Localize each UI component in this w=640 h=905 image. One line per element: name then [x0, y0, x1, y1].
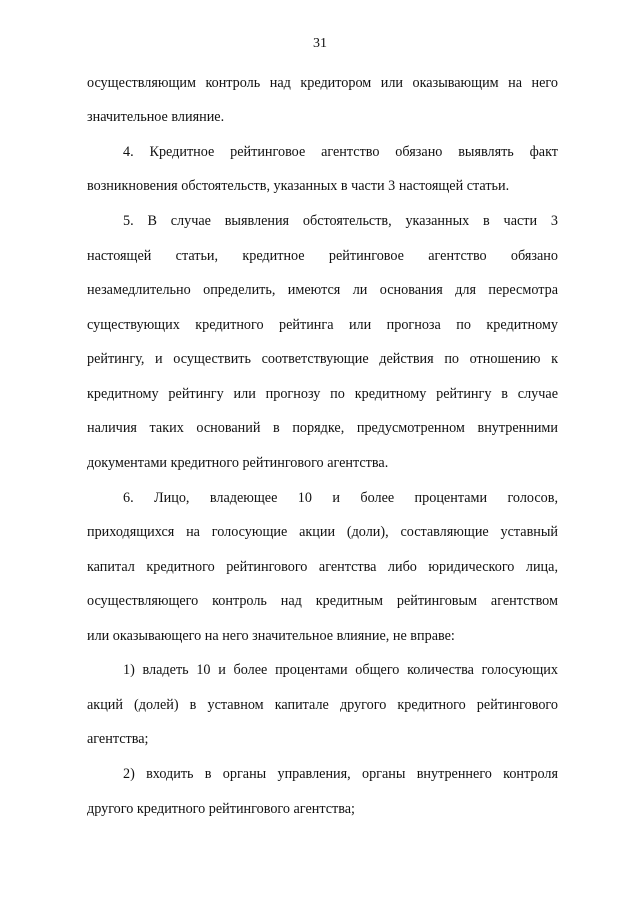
paragraph-6-start: 6. Лицо, владеющее 10 и более процентами голосов, [123, 490, 558, 506]
text-line: значительное влияние. [87, 109, 225, 125]
text-line: наличия таких оснований в порядке, предусмотренном внутренними [87, 420, 558, 436]
text-line: агентства; [87, 731, 149, 747]
text-line: существующих кредитного рейтинга или прогноза по кредитному [87, 317, 558, 333]
page-number: 31 [313, 36, 327, 51]
text-line: настоящей статьи, кредитное рейтинговое агентство обязано [87, 248, 558, 264]
text-line: рейтингу, и осуществить соответствующие действия по отношению к [87, 351, 558, 367]
text-line: документами кредитного рейтингового агентства. [87, 455, 389, 471]
text-line: или оказывающего на него значительное влияние, не вправе: [87, 628, 455, 644]
paragraph-4-start: 4. Кредитное рейтинговое агентство обязано выявлять факт [123, 144, 558, 160]
text-line: осуществляющего контроль над кредитным рейтинговым агентством [87, 593, 558, 609]
text-line: осуществляющим контроль над кредитором или оказывающим на него [87, 75, 558, 91]
paragraph-5-start: 5. В случае выявления обстоятельств, указанных в части 3 [123, 213, 558, 229]
text-line: кредитному рейтингу или прогнозу по кредитному рейтингу в случае [87, 386, 558, 402]
text-line: акций (долей) в уставном капитале другого кредитного рейтингового [87, 697, 558, 713]
text-line: другого кредитного рейтингового агентства; [87, 801, 355, 817]
text-line: капитал кредитного рейтингового агентства либо юридического лица, [87, 559, 558, 575]
text-line: приходящихся на голосующие акции (доли), составляющие уставный [87, 524, 558, 540]
list-item-1-start: 1) владеть 10 и более процентами общего количества голосующих [123, 662, 558, 678]
text-line: возникновения обстоятельств, указанных в части 3 настоящей статьи. [87, 178, 510, 194]
list-item-2-start: 2) входить в органы управления, органы внутреннего контроля [123, 766, 558, 782]
text-line: незамедлительно определить, имеются ли основания для пересмотра [87, 282, 558, 298]
